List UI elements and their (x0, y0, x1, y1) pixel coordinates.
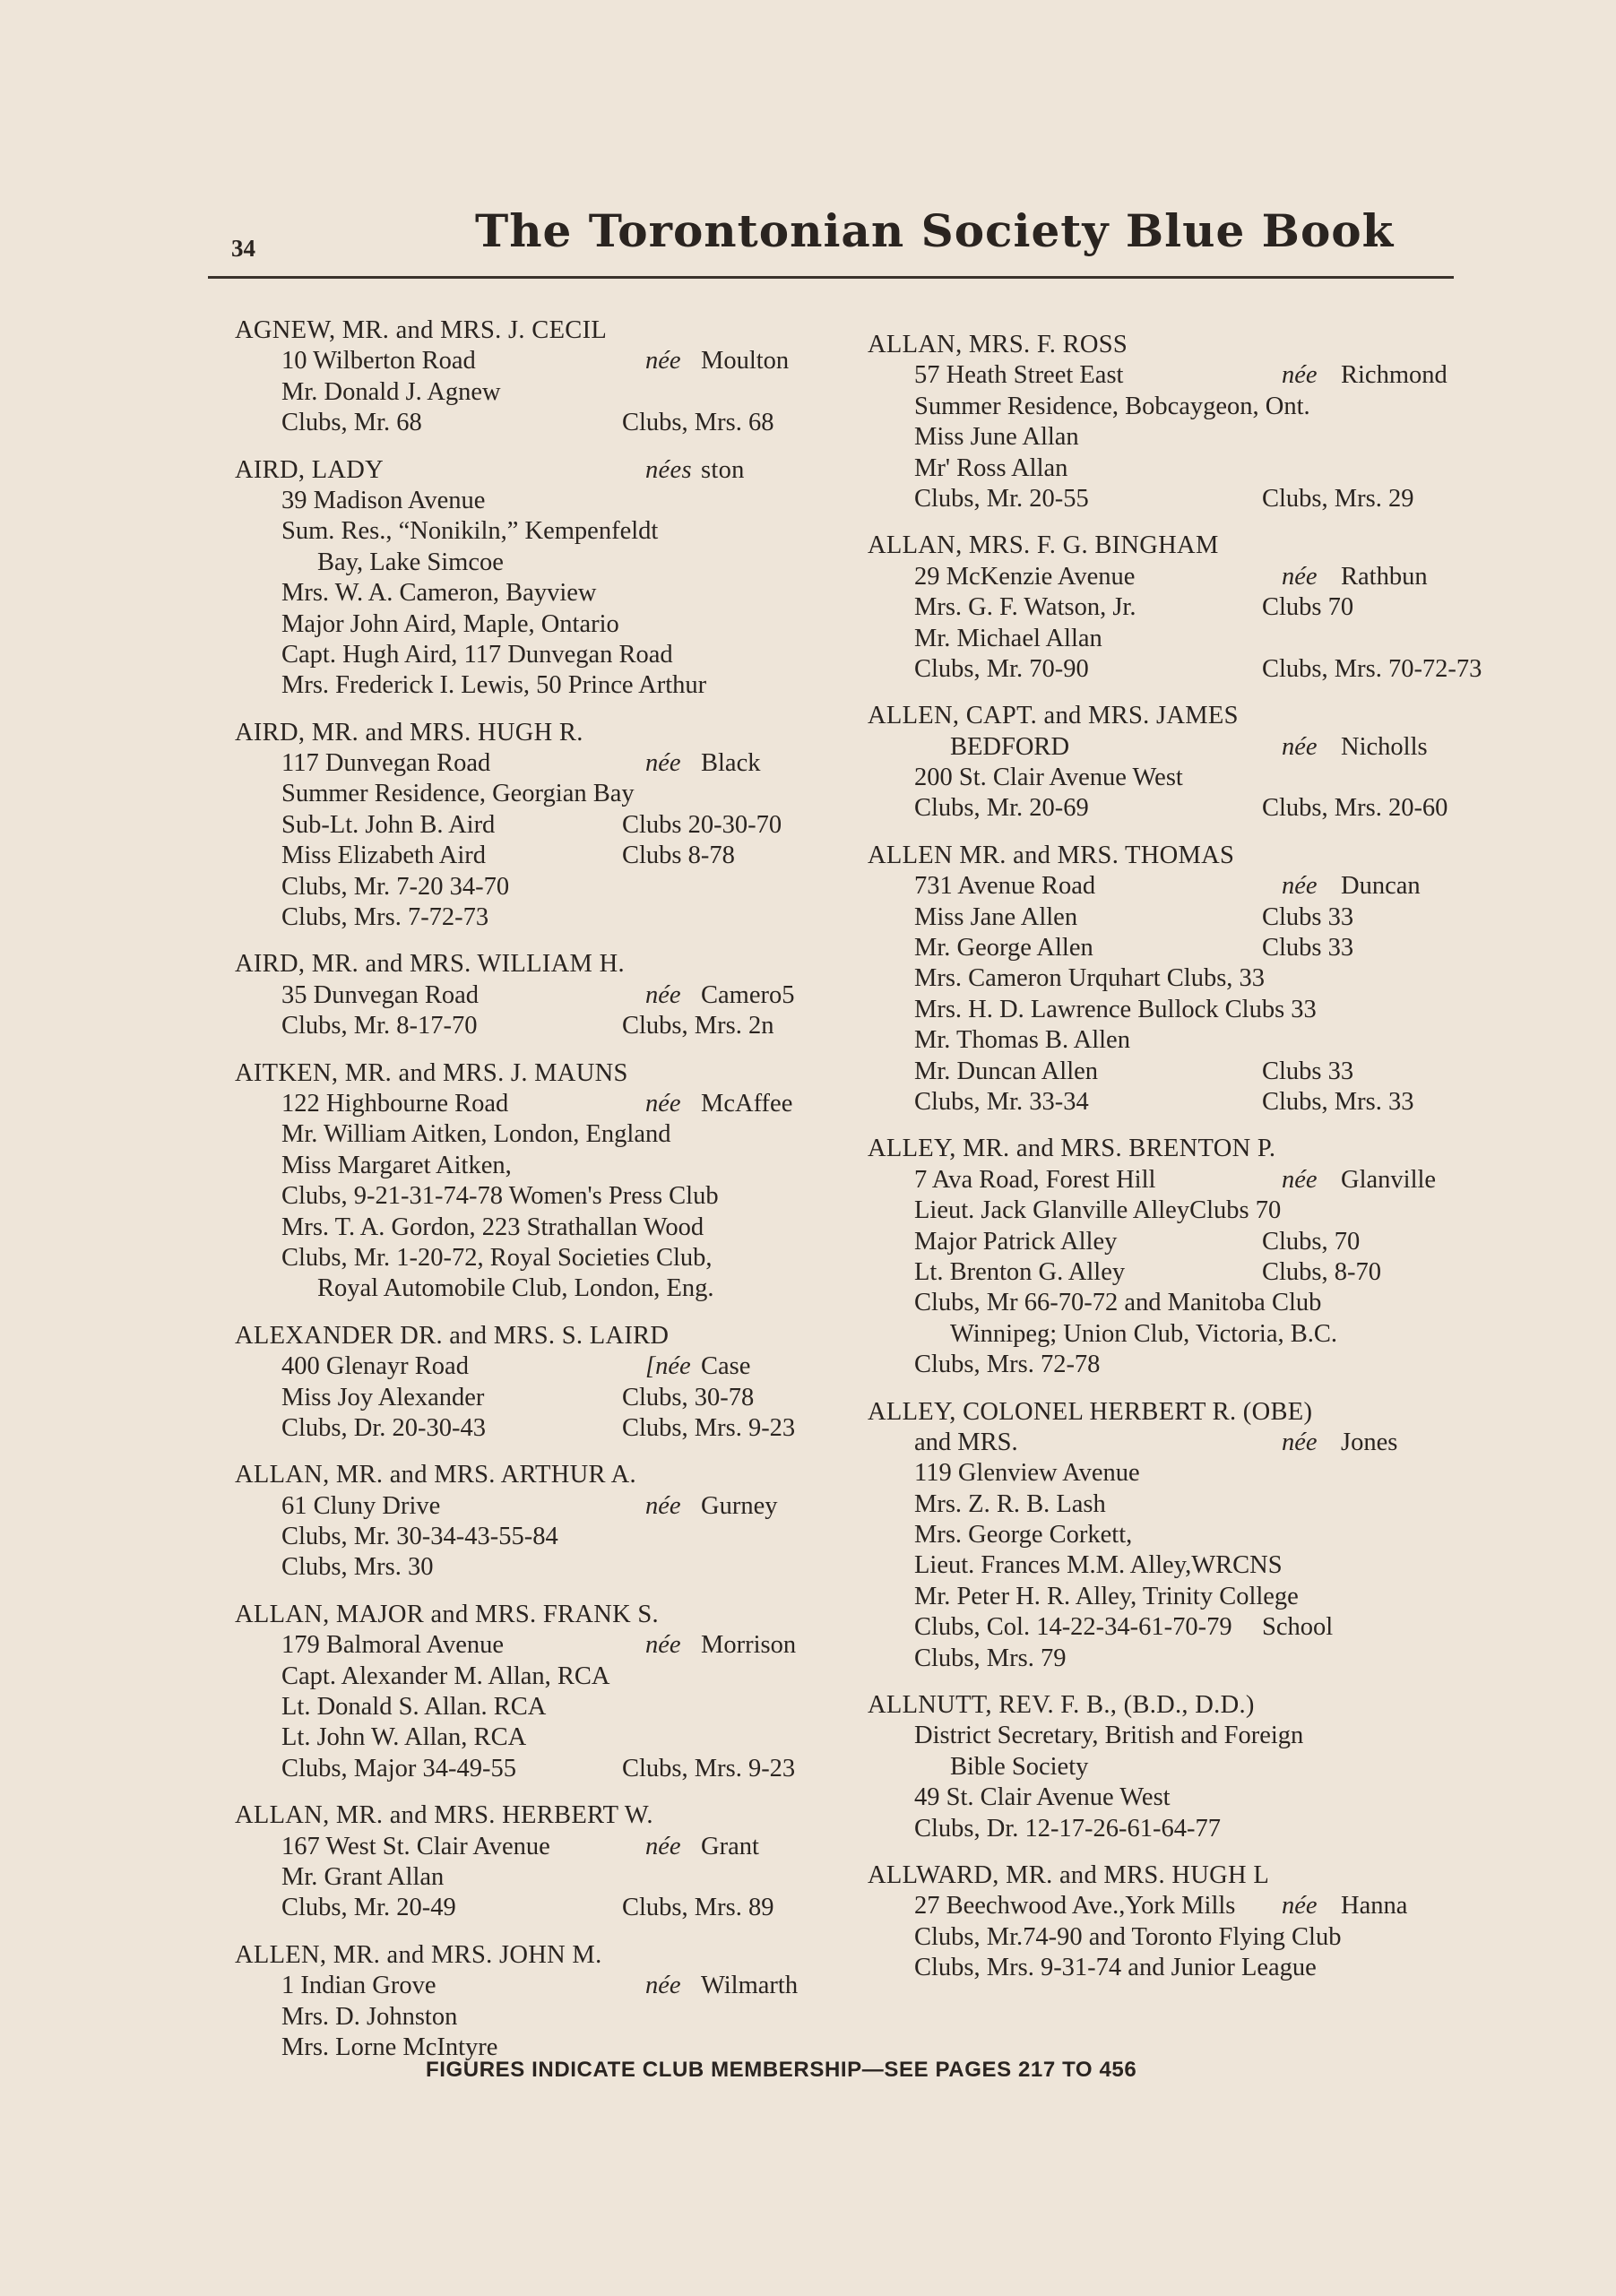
entry-text: Mrs. G. F. Watson, Jr. (914, 593, 1136, 622)
entry-line (235, 810, 862, 841)
nee-label: née (1282, 872, 1318, 901)
nee-label: née (645, 1491, 681, 1520)
entry-line (868, 392, 1486, 422)
entry-line (868, 453, 1486, 484)
entry-line (868, 732, 1486, 763)
directory-entry (235, 455, 862, 702)
club-info: Clubs, Mrs. 89 (622, 1894, 774, 1922)
directory-entry (868, 1397, 1486, 1675)
entry-heading (235, 1800, 862, 1831)
club-info: Clubs, 8-70 (1262, 1257, 1382, 1286)
entry-text: Bible Society (950, 1752, 1089, 1781)
entry-text: Clubs, Mr. 70-90 (914, 654, 1089, 683)
club-info: Clubs 70 (1262, 593, 1354, 622)
nee-label: née (645, 749, 681, 778)
club-info: Clubs, Mrs. 2n (622, 1012, 774, 1040)
maiden-name: Rathbun (1341, 562, 1428, 591)
entry-line (235, 1832, 862, 1862)
entry-text: Clubs, Dr. 12-17-26-61-64-77 (914, 1814, 1221, 1843)
entry-text: 167 West St. Clair Avenue (281, 1832, 550, 1860)
maiden-name: Morrison (701, 1631, 797, 1660)
maiden-name: Jones (1341, 1428, 1398, 1456)
directory-entry (235, 1058, 862, 1305)
entry-text: Clubs, Mr. 7-20 34-70 (281, 872, 510, 901)
entry-line (868, 1520, 1486, 1550)
directory-entry (868, 1860, 1486, 1984)
entry-line (868, 1288, 1486, 1318)
nee-label: née (645, 347, 681, 375)
entry-line (235, 516, 862, 547)
entry-text: Mrs. George Corkett, (914, 1521, 1133, 1549)
entry-line (235, 1243, 862, 1273)
entry-text: Summer Residence, Georgian Bay (281, 780, 635, 808)
entry-text: Lt. Donald S. Allan. RCA (281, 1693, 547, 1722)
entry-line (235, 748, 862, 779)
entry-heading (235, 315, 862, 346)
entry-line (868, 1025, 1486, 1056)
club-info: Clubs 8-78 (622, 842, 735, 870)
entry-line (235, 1119, 862, 1150)
entry-heading (868, 1690, 1486, 1721)
entry-text: 731 Avenue Road (914, 872, 1096, 901)
directory-entry (235, 315, 862, 439)
entry-text: 27 Beechwood Ave.,York Mills (914, 1892, 1236, 1921)
entry-line (868, 1550, 1486, 1581)
directory-entry (868, 531, 1486, 685)
entry-text: Lieut. Frances M.M. Alley,WRCNS (914, 1551, 1283, 1580)
directory-entry (868, 330, 1486, 514)
entry-line (235, 1273, 862, 1304)
entry-line (235, 1011, 862, 1041)
directory-entry (235, 1600, 862, 1784)
nee-label: née (1282, 562, 1318, 591)
nee-label: née (645, 1089, 681, 1118)
entry-line (868, 1165, 1486, 1195)
entry-text: Mr. Michael Allan (914, 624, 1102, 652)
entry-name: ALLNUTT, REV. F. B., (B.D., D.D.) (868, 1691, 1255, 1720)
entry-line (868, 484, 1486, 514)
entry-text: Mr. Thomas B. Allen (914, 1026, 1130, 1055)
entry-line (868, 422, 1486, 453)
club-info: Clubs, Mrs. 29 (1262, 484, 1414, 513)
entry-line (868, 1087, 1486, 1118)
entry-line (235, 1181, 862, 1212)
entry-text: Miss Elizabeth Aird (281, 842, 486, 870)
entry-line (235, 1722, 862, 1753)
entry-name: ALLAN, MR. and MRS. HERBERT W. (235, 1801, 653, 1830)
entry-text: Miss Jane Allen (914, 902, 1078, 931)
entry-text: 200 St. Clair Avenue West (914, 764, 1183, 792)
entry-line (868, 1891, 1486, 1921)
entry-text: 117 Dunvegan Road (281, 749, 491, 778)
entry-line (235, 1522, 862, 1552)
entry-text: 10 Wilberton Road (281, 347, 476, 375)
entry-line (235, 377, 862, 408)
entry-text: Clubs, Mrs. 9-31-74 and Junior League (914, 1954, 1317, 1982)
entry-line (235, 1971, 862, 2001)
entry-name: ALLEY, COLONEL HERBERT R. (OBE) (868, 1397, 1313, 1426)
page-number: 34 (231, 235, 255, 262)
directory-entry (235, 1940, 862, 2064)
entry-heading (868, 531, 1486, 561)
club-info: Clubs, 30-78 (622, 1383, 755, 1411)
directory-entry (868, 1690, 1486, 1844)
entry-name: ALEXANDER DR. and MRS. S. LAIRD (235, 1321, 670, 1350)
entry-heading (235, 949, 862, 980)
footer-note: FIGURES INDICATE CLUB MEMBERSHIP—SEE PAGES 217 TO 456 (426, 2058, 1137, 2082)
entry-line (868, 1612, 1486, 1643)
entry-line (868, 902, 1486, 933)
entry-text: Winnipeg; Union Club, Victoria, B.C. (950, 1319, 1338, 1348)
entry-text: Clubs, Mr. 30-34-43-55-84 (281, 1523, 558, 1551)
entry-line (868, 1195, 1486, 1226)
entry-name: AIRD, LADY (235, 455, 385, 484)
entry-name: AIRD, MR. and MRS. WILLIAM H. (235, 950, 625, 979)
entry-line (235, 1893, 862, 1923)
nee-label: née (1282, 1428, 1318, 1456)
entry-text: BEDFORD (950, 732, 1070, 761)
nee-label: née (1282, 732, 1318, 761)
entry-text: and MRS. (914, 1428, 1018, 1456)
entry-line (235, 1089, 862, 1119)
entry-text: Mrs. H. D. Lawrence Bullock Clubs 33 (914, 995, 1317, 1023)
nee-label: née (1282, 1165, 1318, 1194)
directory-entry (235, 1460, 862, 1584)
entry-line (868, 1752, 1486, 1782)
entry-text: Sub-Lt. John B. Aird (281, 810, 496, 839)
entry-line (235, 1552, 862, 1583)
entry-line (235, 902, 862, 933)
entry-text: 35 Dunvegan Road (281, 980, 480, 1009)
entry-line (235, 670, 862, 701)
entry-text: 400 Glenayr Road (281, 1352, 469, 1381)
entry-name: ALLEN, CAPT. and MRS. JAMES (868, 702, 1239, 730)
entry-text: Mrs. Frederick I. Lewis, 50 Prince Arthur (281, 671, 707, 700)
entry-heading (235, 455, 862, 486)
nee-label: née (645, 1631, 681, 1660)
entry-text: Capt. Hugh Aird, 117 Dunvegan Road (281, 640, 673, 669)
entry-text: Mrs. Cameron Urquhart Clubs, 33 (914, 964, 1266, 993)
entry-text: Clubs, Mrs. 79 (914, 1644, 1067, 1672)
entry-line (235, 640, 862, 670)
entry-text: Summer Residence, Bobcaygeon, Ont. (914, 392, 1310, 420)
entry-heading (868, 1397, 1486, 1428)
entry-name: ALLWARD, MR. and MRS. HUGH L (868, 1860, 1270, 1889)
entry-line (868, 1953, 1486, 1983)
entry-text: Clubs, Col. 14-22-34-61-70-79 (914, 1613, 1232, 1642)
entry-name: AITKEN, MR. and MRS. J. MAUNS (235, 1058, 628, 1087)
club-info: Clubs, Mrs. 33 (1262, 1087, 1414, 1116)
entry-text: Clubs, Mr. 68 (281, 409, 422, 437)
entry-text: Mrs. Z. R. B. Lash (914, 1489, 1106, 1518)
entry-line (868, 1922, 1486, 1953)
entry-text: 7 Ava Road, Forest Hill (914, 1165, 1156, 1194)
entry-name: ALLAN, MRS. F. G. BINGHAM (868, 531, 1219, 560)
entry-text: Mrs. W. A. Cameron, Bayview (281, 579, 597, 608)
entry-line (868, 871, 1486, 902)
entry-text: Mr. Duncan Allen (914, 1057, 1099, 1085)
nee-label: née (1282, 1892, 1318, 1921)
entry-line (868, 1257, 1486, 1288)
entry-heading (235, 1058, 862, 1089)
header-rule (208, 276, 1454, 279)
entry-line (868, 624, 1486, 654)
entry-heading (235, 1940, 862, 1971)
directory-entry (868, 841, 1486, 1118)
entry-text: Lt. Brenton G. Alley (914, 1257, 1126, 1286)
entry-line (868, 995, 1486, 1025)
entry-line (868, 1350, 1486, 1380)
entry-line (235, 1351, 862, 1382)
directory-entry (868, 701, 1486, 824)
entry-text: Clubs, Major 34-49-55 (281, 1754, 517, 1782)
entry-line (235, 1383, 862, 1413)
entry-text: Bay, Lake Simcoe (317, 548, 504, 576)
entry-name: AIRD, MR. and MRS. HUGH R. (235, 718, 583, 747)
nee-label: née (645, 1972, 681, 2000)
entry-text: Clubs, Mr. 1-20-72, Royal Societies Club, (281, 1243, 713, 1272)
entry-line (868, 1582, 1486, 1612)
directory-entry (868, 1134, 1486, 1380)
entry-text: Royal Automobile Club, London, Eng. (317, 1274, 714, 1303)
entry-line (868, 763, 1486, 793)
right-column (868, 330, 1486, 2000)
entry-text: Clubs, Mr.74-90 and Toronto Flying Club (914, 1922, 1342, 1951)
club-info: Clubs, Mrs. 9-23 (622, 1754, 796, 1782)
entry-text: Miss June Allan (914, 423, 1079, 452)
entry-line (868, 1057, 1486, 1087)
entry-text: 57 Heath Street East (914, 361, 1124, 390)
entry-line (235, 779, 862, 809)
entry-line (235, 1213, 862, 1243)
entry-text: 39 Madison Avenue (281, 486, 486, 514)
entry-text: Mrs. Lorne McIntyre (281, 2033, 498, 2061)
entry-line (235, 1662, 862, 1692)
club-info: Clubs, Mrs. 9-23 (622, 1413, 796, 1442)
maiden-name: Moulton (701, 347, 790, 375)
entry-line (868, 1721, 1486, 1751)
entry-text: 49 St. Clair Avenue West (914, 1783, 1171, 1812)
entry-text: Clubs, Dr. 20-30-43 (281, 1413, 486, 1442)
entry-line (235, 1491, 862, 1522)
entry-name: AGNEW, MR. and MRS. J. CECIL (235, 316, 608, 344)
club-info: Clubs 33 (1262, 902, 1354, 931)
entry-line (868, 592, 1486, 623)
nee-label: née (1282, 361, 1318, 390)
entry-text: Lieut. Jack Glanville AlleyClubs 70 (914, 1196, 1282, 1225)
entry-heading (868, 330, 1486, 360)
entry-line (235, 872, 862, 902)
entry-line (235, 1754, 862, 1784)
entry-text: 29 McKenzie Avenue (914, 562, 1136, 591)
entry-text: Miss Margaret Aitken, (281, 1151, 512, 1179)
entry-text: Mr. William Aitken, London, England (281, 1120, 671, 1149)
club-info: Clubs, Mrs. 70-72-73 (1262, 654, 1482, 683)
entry-text: Mrs. T. A. Gordon, 223 Strathallan Wood (281, 1213, 704, 1241)
directory-entry (235, 718, 862, 934)
club-info: Clubs, Mrs. 68 (622, 409, 774, 437)
entry-heading (235, 1321, 862, 1351)
maiden-name: Glanville (1341, 1165, 1437, 1194)
maiden-name: Case (701, 1352, 751, 1381)
entry-text: 179 Balmoral Avenue (281, 1631, 504, 1660)
entry-line (235, 486, 862, 516)
directory-entry (235, 949, 862, 1041)
entry-line (868, 360, 1486, 391)
entry-line (868, 1319, 1486, 1350)
nee-label: née (645, 980, 681, 1009)
club-info: Clubs 33 (1262, 1057, 1354, 1085)
entry-text: Mr' Ross Allan (914, 453, 1068, 482)
maiden-name: Camero5 (701, 980, 795, 1009)
entry-name: ALLEN MR. and MRS. THOMAS (868, 841, 1235, 869)
maiden-name: ston (701, 455, 745, 484)
entry-line (868, 1227, 1486, 1257)
nee-label: [née (645, 1352, 691, 1381)
entry-line (235, 1630, 862, 1661)
entry-text: Clubs, 9-21-31-74-78 Women's Press Club (281, 1182, 719, 1211)
entry-line (235, 841, 862, 871)
entry-text: 61 Cluny Drive (281, 1491, 441, 1520)
entry-line (868, 963, 1486, 994)
entry-line (868, 793, 1486, 824)
entry-line (235, 1413, 862, 1444)
entry-text: Clubs, Mr. 20-49 (281, 1894, 456, 1922)
entry-name: ALLEY, MR. and MRS. BRENTON P. (868, 1135, 1276, 1163)
entry-text: District Secretary, British and Foreign (914, 1722, 1304, 1750)
entry-line (868, 1814, 1486, 1844)
entry-line (868, 1644, 1486, 1674)
maiden-name: Wilmarth (701, 1972, 799, 2000)
maiden-name: McAffee (701, 1089, 793, 1118)
entry-line (868, 1458, 1486, 1489)
club-info: Clubs 20-30-70 (622, 810, 782, 839)
entry-heading (868, 1134, 1486, 1164)
entry-line (235, 1862, 862, 1893)
entry-name: ALLEN, MR. and MRS. JOHN M. (235, 1940, 602, 1969)
entry-name: ALLAN, MR. and MRS. ARTHUR A. (235, 1461, 636, 1489)
maiden-name: Duncan (1341, 872, 1421, 901)
entry-line (235, 346, 862, 376)
maiden-name: Nicholls (1341, 732, 1428, 761)
entry-text: Mr. George Allen (914, 934, 1093, 962)
maiden-name: Black (701, 749, 761, 778)
entry-text: Sum. Res., “Nonikiln,” Kempenfeldt (281, 517, 659, 546)
entry-line (868, 1428, 1486, 1458)
entry-heading (235, 1600, 862, 1630)
entry-text: Major Patrick Alley (914, 1227, 1118, 1256)
entry-text: 1 Indian Grove (281, 1972, 436, 2000)
entry-line (868, 1489, 1486, 1520)
entry-text: Clubs, Mrs. 7-72-73 (281, 903, 489, 932)
entry-text: Clubs, Mr. 20-69 (914, 794, 1089, 823)
maiden-name: Richmond (1341, 361, 1447, 390)
club-info: Clubs 33 (1262, 934, 1354, 962)
maiden-name: Hanna (1341, 1892, 1408, 1921)
entry-heading (235, 718, 862, 748)
directory-entry (235, 1321, 862, 1445)
entry-text: Mr. Peter H. R. Alley, Trinity College (914, 1582, 1299, 1610)
maiden-name: Gurney (701, 1491, 778, 1520)
entry-heading (868, 1860, 1486, 1891)
entry-heading (868, 701, 1486, 731)
entry-line (868, 562, 1486, 592)
entry-text: 122 Highbourne Road (281, 1089, 509, 1118)
entry-text: Mr. Donald J. Agnew (281, 377, 501, 406)
entry-text: Clubs, Mrs. 72-78 (914, 1351, 1101, 1379)
entry-name: ALLAN, MAJOR and MRS. FRANK S. (235, 1600, 659, 1628)
entry-text: Miss Joy Alexander (281, 1383, 485, 1411)
entry-line (235, 2002, 862, 2033)
entry-text: 119 Glenview Avenue (914, 1459, 1140, 1488)
entry-line (868, 933, 1486, 963)
entry-text: Mrs. D. Johnston (281, 2002, 458, 2031)
entry-line (235, 1151, 862, 1181)
entry-text: Clubs, Mr 66-70-72 and Manitoba Club (914, 1289, 1322, 1317)
entry-line (868, 1782, 1486, 1813)
entry-line (235, 609, 862, 640)
entry-line (235, 578, 862, 609)
entry-text: Clubs, Mr. 8-17-70 (281, 1012, 478, 1040)
entry-heading (235, 1460, 862, 1490)
entry-line (235, 408, 862, 438)
directory-entry (235, 1800, 862, 1924)
running-title: The Torontonian Society Blue Book (475, 204, 1395, 257)
club-info: Clubs, 70 (1262, 1227, 1361, 1256)
entry-line (235, 548, 862, 578)
entry-text: Capt. Alexander M. Allan, RCA (281, 1662, 610, 1690)
entry-line (868, 654, 1486, 685)
club-info: Clubs, Mrs. 20-60 (1262, 794, 1448, 823)
entry-heading (868, 841, 1486, 871)
maiden-name: Grant (701, 1832, 759, 1860)
left-column (235, 315, 862, 2079)
entry-text: Clubs, Mrs. 30 (281, 1553, 434, 1582)
entry-text: Clubs, Mr. 20-55 (914, 484, 1089, 513)
entry-line (235, 980, 862, 1011)
nee-label: née (645, 1832, 681, 1860)
club-info: School (1262, 1613, 1334, 1642)
entry-text: Mr. Grant Allan (281, 1862, 445, 1891)
entry-text: Major John Aird, Maple, Ontario (281, 609, 619, 638)
entry-name: ALLAN, MRS. F. ROSS (868, 331, 1128, 358)
nee-label: nées (645, 455, 692, 484)
entry-text: Clubs, Mr. 33-34 (914, 1087, 1089, 1116)
entry-line (235, 1692, 862, 1722)
entry-text: Lt. John W. Allan, RCA (281, 1723, 527, 1752)
